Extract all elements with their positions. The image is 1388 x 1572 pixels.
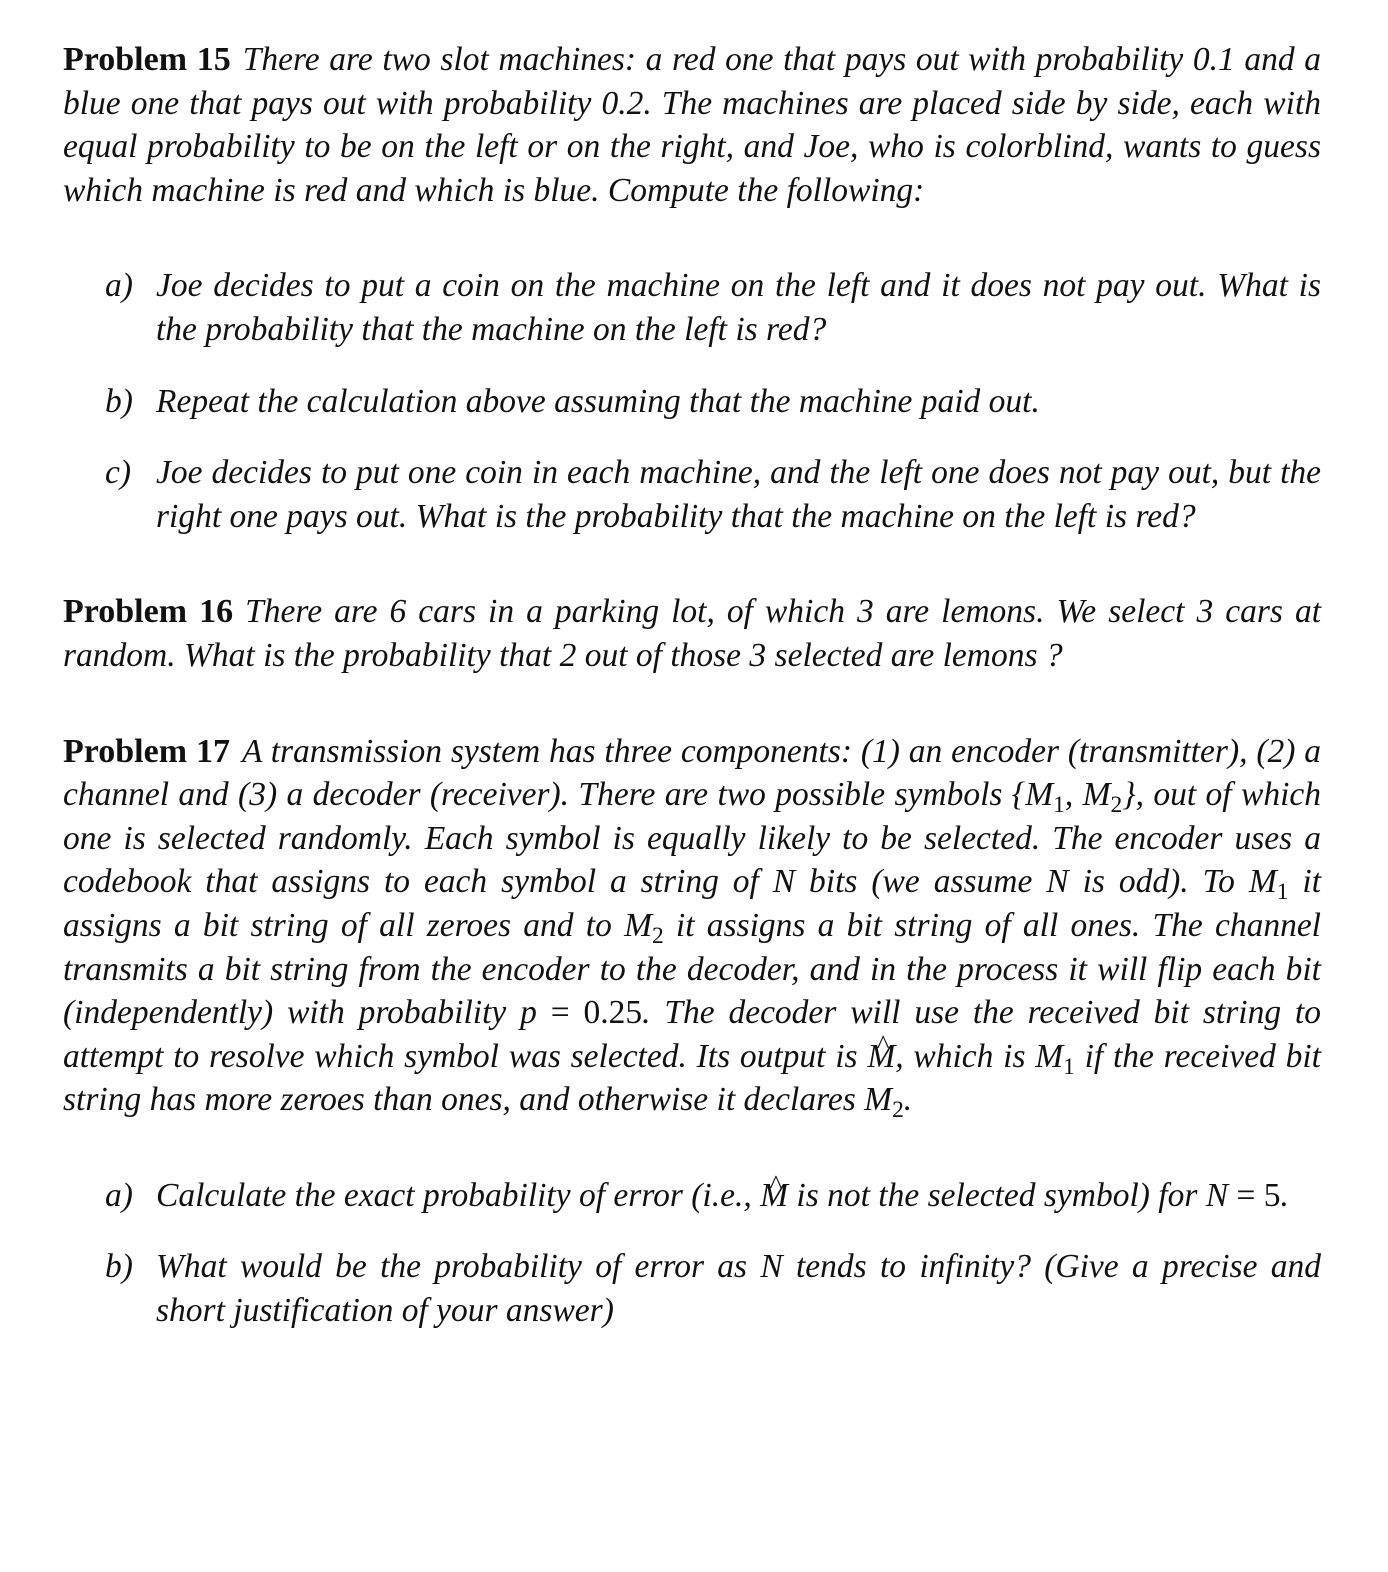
symbol-m: M <box>624 906 652 944</box>
problem-17-statement: Problem 17 A transmission system has three components: (1) an encoder (transmitter), (2) a channel and (3) a decoder (receiver). There are two possible symbols {$M_1$, $M_2$}, out of which one is selected randomly. Each symbol is equally likely to be selected. The encoder uses a codebook that assigns to each symbol a string of N bits (we assume N is odd). To $M_1$ it assigns a bit string of all zeroes and to $M_2$ it assigns a bit string of all ones. The channel transmits a bit string from the encoder to the decoder, and in the process it will flip each bit (independently) with probability p = 0.25. The decoder will use the received bit string to attempt to resolve which symbol was selected. Its output is ^ M, which is $M_1$ if the received bit string has more zeroes than ones, and otherwise it declares $M_2$. <box>63 730 1321 1122</box>
problem-15-part-a <box>63 264 1321 351</box>
symbol-n: N <box>1046 863 1069 901</box>
symbol-n: N <box>760 1248 783 1286</box>
symbol-n: N <box>772 863 796 901</box>
symbol-m-hat: ^ M <box>760 1174 788 1218</box>
problem-15-label: Problem 15 <box>63 41 231 78</box>
part-text: Joe decides to put one coin in each machine, and the left one does not pay out, but the right one pays out. What is the probability that the machine on the left is red? <box>156 454 1321 535</box>
problem-15-part-c <box>63 451 1321 538</box>
symbol-m: M <box>1248 863 1277 901</box>
part-text: Repeat the calculation above assuming that the machine paid out. <box>156 382 1040 420</box>
symbol-m: M <box>864 1081 893 1119</box>
problem-17-part-a: a) Calculate the exact probability of error (i.e., ^ M is not the selected symbol) for N = 5. <box>63 1174 1321 1218</box>
problem-16-label: Problem 16 <box>63 593 234 631</box>
problem-16-text: There are 6 cars in a parking lot, of which 3 are lemons. We select 3 cars at random. What is the probability that 2 out of those 3 selected are lemons ? <box>63 593 1322 674</box>
problem-15 <box>63 38 1321 538</box>
problem-sheet <box>63 38 1321 1333</box>
part-marker: a) <box>105 267 133 305</box>
problem-17-parts <box>63 1174 1321 1333</box>
part-text: Joe decides to put a coin on the machine on the left and it does not pay out. What is the probability that the machine on the left is red? <box>156 267 1321 348</box>
problem-15-parts <box>63 264 1321 538</box>
problem-17-label: Problem 17 <box>63 732 230 770</box>
symbol-m: M <box>1035 1037 1064 1075</box>
problem-15-part-b <box>63 380 1321 424</box>
symbol-m: M <box>1025 776 1054 814</box>
problem-15-text: There are two slot machines: a red one that pays out with probability 0.1 and a blue one that pays out with probability 0.2. The machines are placed side by side, each with equal probability to be on the left or on the right, and Joe, who is colorblind, wants to guess which machine is red and which is blue. Compute the following: <box>63 41 1321 209</box>
problem-17 <box>63 730 1321 1333</box>
problem-16-statement <box>63 590 1321 677</box>
symbol-p: p <box>520 994 537 1032</box>
symbol-m-hat: ^ M <box>867 1035 895 1079</box>
part-marker: b) <box>105 382 133 420</box>
n-value: = 5 <box>1228 1176 1281 1214</box>
problem-16 <box>63 590 1321 677</box>
symbol-n: N <box>1205 1176 1229 1214</box>
part-marker: b) <box>105 1248 133 1286</box>
part-marker: a) <box>105 1176 133 1214</box>
symbol-m: M <box>1082 776 1111 814</box>
problem-15-statement <box>63 38 1321 212</box>
part-marker: c) <box>105 454 132 492</box>
problem-17-part-b: b) What would be the probability of error as N tends to infinity? (Give a precise and short justification of your answer) <box>63 1245 1321 1332</box>
flip-probability: = 0.25 <box>536 994 643 1032</box>
